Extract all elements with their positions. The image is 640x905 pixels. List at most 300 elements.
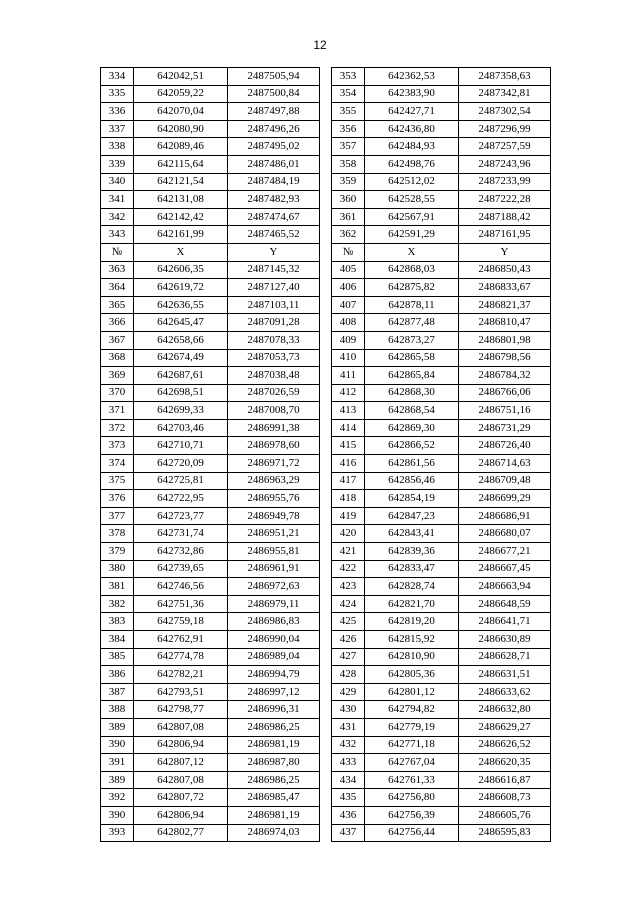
left-y-cell: 2487496,26: [228, 120, 320, 138]
column-gap: [320, 472, 332, 490]
left-point-number-cell: 381: [101, 578, 134, 596]
left-x-cell: 642636,55: [134, 296, 228, 314]
table-row: [101, 683, 551, 701]
right-x-cell: 642805,36: [365, 666, 459, 684]
right-x-cell: 642828,74: [365, 578, 459, 596]
left-x-cell: X: [134, 243, 228, 261]
left-x-cell: 642746,56: [134, 578, 228, 596]
right-point-number-cell: 422: [332, 560, 365, 578]
left-y-cell: Y: [228, 243, 320, 261]
right-point-number-cell: 410: [332, 349, 365, 367]
table-row: [101, 560, 551, 578]
left-y-cell: 2487474,67: [228, 208, 320, 226]
left-y-cell: 2486949,78: [228, 507, 320, 525]
left-point-number-cell: 382: [101, 595, 134, 613]
right-y-cell: 2487233,99: [459, 173, 551, 191]
table-row: [101, 648, 551, 666]
right-y-cell: 2486633,62: [459, 683, 551, 701]
right-y-cell: 2487243,96: [459, 155, 551, 173]
left-x-cell: 642121,54: [134, 173, 228, 191]
table-row: [101, 226, 551, 244]
table-row: [101, 718, 551, 736]
right-point-number-cell: 428: [332, 666, 365, 684]
left-x-cell: 642710,71: [134, 437, 228, 455]
left-point-number-cell: 393: [101, 824, 134, 842]
right-y-cell: 2486801,98: [459, 331, 551, 349]
table-row: [101, 296, 551, 314]
table-row: [101, 771, 551, 789]
right-point-number-cell: 413: [332, 402, 365, 420]
right-x-cell: 642873,27: [365, 331, 459, 349]
right-point-number-cell: 431: [332, 718, 365, 736]
right-x-cell: 642821,70: [365, 595, 459, 613]
right-x-cell: 642839,36: [365, 543, 459, 561]
right-y-cell: 2486833,67: [459, 279, 551, 297]
table-row: [101, 472, 551, 490]
left-x-cell: 642739,65: [134, 560, 228, 578]
left-x-cell: 642658,66: [134, 331, 228, 349]
column-gap: [320, 279, 332, 297]
left-y-cell: 2487078,33: [228, 331, 320, 349]
left-x-cell: 642806,94: [134, 806, 228, 824]
left-point-number-cell: 363: [101, 261, 134, 279]
right-point-number-cell: 426: [332, 631, 365, 649]
right-y-cell: 2486641,71: [459, 613, 551, 631]
right-y-cell: 2486766,06: [459, 384, 551, 402]
left-x-cell: 642645,47: [134, 314, 228, 332]
left-y-cell: 2486986,83: [228, 613, 320, 631]
left-y-cell: 2487038,48: [228, 367, 320, 385]
table-row: [101, 138, 551, 156]
right-y-cell: 2486784,32: [459, 367, 551, 385]
table-row: [101, 490, 551, 508]
right-x-cell: 642856,46: [365, 472, 459, 490]
left-x-cell: 642042,51: [134, 68, 228, 86]
right-x-cell: 642868,03: [365, 261, 459, 279]
left-point-number-cell: 377: [101, 507, 134, 525]
right-x-cell: 642567,91: [365, 208, 459, 226]
right-y-cell: 2486850,43: [459, 261, 551, 279]
right-point-number-cell: 355: [332, 103, 365, 121]
table-row: [101, 349, 551, 367]
table-row: [101, 507, 551, 525]
left-y-cell: 2486955,81: [228, 543, 320, 561]
right-x-cell: 642854,19: [365, 490, 459, 508]
left-x-cell: 642070,04: [134, 103, 228, 121]
table-row: [101, 120, 551, 138]
right-x-cell: 642756,80: [365, 789, 459, 807]
column-gap: [320, 683, 332, 701]
right-point-number-cell: 408: [332, 314, 365, 332]
right-x-cell: 642528,55: [365, 191, 459, 209]
left-x-cell: 642674,49: [134, 349, 228, 367]
left-x-cell: 642161,99: [134, 226, 228, 244]
right-point-number-cell: 356: [332, 120, 365, 138]
table-row: [101, 314, 551, 332]
right-x-cell: 642767,04: [365, 754, 459, 772]
right-point-number-cell: №: [332, 243, 365, 261]
right-point-number-cell: 419: [332, 507, 365, 525]
column-gap: [320, 666, 332, 684]
table-row: [101, 736, 551, 754]
column-gap: [320, 490, 332, 508]
column-gap: [320, 261, 332, 279]
column-gap: [320, 560, 332, 578]
column-gap: [320, 507, 332, 525]
right-point-number-cell: 435: [332, 789, 365, 807]
column-gap: [320, 543, 332, 561]
table-row: [101, 208, 551, 226]
column-gap: [320, 349, 332, 367]
left-y-cell: 2486986,25: [228, 718, 320, 736]
right-y-cell: 2486648,59: [459, 595, 551, 613]
right-x-cell: 642865,84: [365, 367, 459, 385]
left-y-cell: 2487486,01: [228, 155, 320, 173]
left-point-number-cell: 340: [101, 173, 134, 191]
right-point-number-cell: 353: [332, 68, 365, 86]
right-y-cell: 2486595,83: [459, 824, 551, 842]
column-gap: [320, 367, 332, 385]
column-gap: [320, 771, 332, 789]
column-gap: [320, 331, 332, 349]
left-y-cell: 2487103,11: [228, 296, 320, 314]
table-row: [101, 455, 551, 473]
right-y-cell: 2486731,29: [459, 419, 551, 437]
left-y-cell: 2486986,25: [228, 771, 320, 789]
left-x-cell: 642751,36: [134, 595, 228, 613]
left-point-number-cell: 390: [101, 806, 134, 824]
left-x-cell: 642720,09: [134, 455, 228, 473]
right-y-cell: 2486616,87: [459, 771, 551, 789]
table-row: [101, 384, 551, 402]
right-x-cell: 642779,19: [365, 718, 459, 736]
left-y-cell: 2486990,04: [228, 631, 320, 649]
left-point-number-cell: 339: [101, 155, 134, 173]
right-y-cell: 2486663,94: [459, 578, 551, 596]
left-point-number-cell: 369: [101, 367, 134, 385]
right-point-number-cell: 405: [332, 261, 365, 279]
right-x-cell: 642815,92: [365, 631, 459, 649]
left-point-number-cell: 366: [101, 314, 134, 332]
left-x-cell: 642698,51: [134, 384, 228, 402]
right-point-number-cell: 359: [332, 173, 365, 191]
left-y-cell: 2487026,59: [228, 384, 320, 402]
column-gap: [320, 191, 332, 209]
column-gap: [320, 402, 332, 420]
left-point-number-cell: 342: [101, 208, 134, 226]
left-x-cell: 642798,77: [134, 701, 228, 719]
left-x-cell: 642807,72: [134, 789, 228, 807]
left-x-cell: 642802,77: [134, 824, 228, 842]
right-y-cell: 2487188,42: [459, 208, 551, 226]
right-x-cell: 642794,82: [365, 701, 459, 719]
left-point-number-cell: 383: [101, 613, 134, 631]
table-row: [101, 367, 551, 385]
column-gap: [320, 437, 332, 455]
left-y-cell: 2487008,70: [228, 402, 320, 420]
left-point-number-cell: 387: [101, 683, 134, 701]
left-x-cell: 642059,22: [134, 85, 228, 103]
left-x-cell: 642806,94: [134, 736, 228, 754]
right-y-cell: 2487222,28: [459, 191, 551, 209]
column-gap: [320, 701, 332, 719]
right-y-cell: 2487358,63: [459, 68, 551, 86]
right-point-number-cell: 427: [332, 648, 365, 666]
left-point-number-cell: 375: [101, 472, 134, 490]
left-point-number-cell: 373: [101, 437, 134, 455]
left-x-cell: 642699,33: [134, 402, 228, 420]
table-row: [101, 543, 551, 561]
right-y-cell: 2486680,07: [459, 525, 551, 543]
right-x-cell: 642866,52: [365, 437, 459, 455]
right-x-cell: 642810,90: [365, 648, 459, 666]
left-x-cell: 642722,95: [134, 490, 228, 508]
right-y-cell: 2486630,89: [459, 631, 551, 649]
left-x-cell: 642807,08: [134, 771, 228, 789]
right-point-number-cell: 436: [332, 806, 365, 824]
left-x-cell: 642732,86: [134, 543, 228, 561]
left-y-cell: 2486981,19: [228, 806, 320, 824]
left-y-cell: 2486963,29: [228, 472, 320, 490]
left-y-cell: 2486981,19: [228, 736, 320, 754]
column-gap: [320, 718, 332, 736]
left-x-cell: 642687,61: [134, 367, 228, 385]
left-y-cell: 2487127,40: [228, 279, 320, 297]
left-y-cell: 2486997,12: [228, 683, 320, 701]
right-x-cell: 642875,82: [365, 279, 459, 297]
left-point-number-cell: 334: [101, 68, 134, 86]
right-x-cell: X: [365, 243, 459, 261]
left-point-number-cell: 364: [101, 279, 134, 297]
left-point-number-cell: 380: [101, 560, 134, 578]
right-x-cell: 642756,39: [365, 806, 459, 824]
left-y-cell: 2486974,03: [228, 824, 320, 842]
left-point-number-cell: 385: [101, 648, 134, 666]
left-y-cell: 2487505,94: [228, 68, 320, 86]
right-y-cell: 2486608,73: [459, 789, 551, 807]
left-x-cell: 642142,42: [134, 208, 228, 226]
table-row: [101, 173, 551, 191]
table-row: [101, 666, 551, 684]
left-y-cell: 2487497,88: [228, 103, 320, 121]
table-row: [101, 402, 551, 420]
right-point-number-cell: 416: [332, 455, 365, 473]
column-gap: [320, 613, 332, 631]
left-y-cell: 2486994,79: [228, 666, 320, 684]
right-point-number-cell: 412: [332, 384, 365, 402]
table-row: [101, 191, 551, 209]
left-y-cell: 2487482,93: [228, 191, 320, 209]
right-point-number-cell: 406: [332, 279, 365, 297]
table-row: [101, 701, 551, 719]
right-x-cell: 642756,44: [365, 824, 459, 842]
page-number: 12: [313, 38, 327, 52]
column-gap: [320, 789, 332, 807]
right-x-cell: 642833,47: [365, 560, 459, 578]
right-x-cell: 642843,41: [365, 525, 459, 543]
right-x-cell: 642591,29: [365, 226, 459, 244]
column-gap: [320, 226, 332, 244]
right-point-number-cell: 425: [332, 613, 365, 631]
left-point-number-cell: 386: [101, 666, 134, 684]
right-x-cell: 642436,80: [365, 120, 459, 138]
left-y-cell: 2486987,80: [228, 754, 320, 772]
column-gap: [320, 103, 332, 121]
right-point-number-cell: 421: [332, 543, 365, 561]
right-y-cell: 2486709,48: [459, 472, 551, 490]
table-row: [101, 331, 551, 349]
right-point-number-cell: 409: [332, 331, 365, 349]
right-x-cell: 642383,90: [365, 85, 459, 103]
right-x-cell: 642865,58: [365, 349, 459, 367]
column-gap: [320, 419, 332, 437]
right-point-number-cell: 361: [332, 208, 365, 226]
right-point-number-cell: 432: [332, 736, 365, 754]
column-gap: [320, 595, 332, 613]
left-x-cell: 642762,91: [134, 631, 228, 649]
left-point-number-cell: 335: [101, 85, 134, 103]
left-point-number-cell: 368: [101, 349, 134, 367]
right-point-number-cell: 362: [332, 226, 365, 244]
left-point-number-cell: 343: [101, 226, 134, 244]
left-x-cell: 642080,90: [134, 120, 228, 138]
column-gap: [320, 208, 332, 226]
table-row: [101, 155, 551, 173]
left-x-cell: 642723,77: [134, 507, 228, 525]
right-y-cell: 2486810,47: [459, 314, 551, 332]
right-x-cell: 642819,20: [365, 613, 459, 631]
left-y-cell: 2487500,84: [228, 85, 320, 103]
left-y-cell: 2487484,19: [228, 173, 320, 191]
right-y-cell: 2486714,63: [459, 455, 551, 473]
column-gap: [320, 384, 332, 402]
right-point-number-cell: 407: [332, 296, 365, 314]
left-x-cell: 642089,46: [134, 138, 228, 156]
left-x-cell: 642619,72: [134, 279, 228, 297]
column-gap: [320, 648, 332, 666]
right-x-cell: 642868,54: [365, 402, 459, 420]
right-y-cell: 2487296,99: [459, 120, 551, 138]
table-row: [101, 789, 551, 807]
right-point-number-cell: 357: [332, 138, 365, 156]
right-x-cell: 642869,30: [365, 419, 459, 437]
right-x-cell: 642484,93: [365, 138, 459, 156]
right-y-cell: 2486821,37: [459, 296, 551, 314]
left-point-number-cell: 392: [101, 789, 134, 807]
left-point-number-cell: 341: [101, 191, 134, 209]
left-y-cell: 2487465,52: [228, 226, 320, 244]
right-y-cell: 2486628,71: [459, 648, 551, 666]
right-y-cell: 2486667,45: [459, 560, 551, 578]
left-point-number-cell: 337: [101, 120, 134, 138]
right-y-cell: 2486677,21: [459, 543, 551, 561]
right-x-cell: 642761,33: [365, 771, 459, 789]
left-point-number-cell: 390: [101, 736, 134, 754]
left-y-cell: 2486951,21: [228, 525, 320, 543]
column-gap: [320, 314, 332, 332]
table-row: [101, 525, 551, 543]
right-point-number-cell: 429: [332, 683, 365, 701]
right-y-cell: Y: [459, 243, 551, 261]
right-y-cell: 2486629,27: [459, 718, 551, 736]
right-x-cell: 642771,18: [365, 736, 459, 754]
table-row: [101, 437, 551, 455]
column-gap: [320, 120, 332, 138]
column-gap: [320, 824, 332, 842]
right-y-cell: 2486751,16: [459, 402, 551, 420]
column-gap: [320, 578, 332, 596]
left-y-cell: 2486955,76: [228, 490, 320, 508]
right-point-number-cell: 433: [332, 754, 365, 772]
table-row: [101, 261, 551, 279]
left-point-number-cell: 367: [101, 331, 134, 349]
left-point-number-cell: 389: [101, 718, 134, 736]
table-row: [101, 806, 551, 824]
column-gap: [320, 736, 332, 754]
right-point-number-cell: 424: [332, 595, 365, 613]
right-x-cell: 642427,71: [365, 103, 459, 121]
table-row: [101, 68, 551, 86]
left-y-cell: 2486978,60: [228, 437, 320, 455]
right-point-number-cell: 354: [332, 85, 365, 103]
right-y-cell: 2486699,29: [459, 490, 551, 508]
right-y-cell: 2486605,76: [459, 806, 551, 824]
right-point-number-cell: 430: [332, 701, 365, 719]
left-point-number-cell: 374: [101, 455, 134, 473]
left-x-cell: 642774,78: [134, 648, 228, 666]
left-x-cell: 642725,81: [134, 472, 228, 490]
right-point-number-cell: 434: [332, 771, 365, 789]
left-x-cell: 642793,51: [134, 683, 228, 701]
right-point-number-cell: 417: [332, 472, 365, 490]
right-y-cell: 2487302,54: [459, 103, 551, 121]
left-point-number-cell: 389: [101, 771, 134, 789]
left-point-number-cell: №: [101, 243, 134, 261]
right-y-cell: 2487161,95: [459, 226, 551, 244]
left-point-number-cell: 379: [101, 543, 134, 561]
right-y-cell: 2487257,59: [459, 138, 551, 156]
column-gap: [320, 525, 332, 543]
right-point-number-cell: 411: [332, 367, 365, 385]
left-point-number-cell: 338: [101, 138, 134, 156]
right-y-cell: 2486686,91: [459, 507, 551, 525]
left-point-number-cell: 391: [101, 754, 134, 772]
left-point-number-cell: 388: [101, 701, 134, 719]
left-y-cell: 2486991,38: [228, 419, 320, 437]
column-gap: [320, 806, 332, 824]
right-point-number-cell: 360: [332, 191, 365, 209]
left-x-cell: 642759,18: [134, 613, 228, 631]
left-y-cell: 2486972,63: [228, 578, 320, 596]
column-gap: [320, 155, 332, 173]
right-point-number-cell: 358: [332, 155, 365, 173]
right-point-number-cell: 437: [332, 824, 365, 842]
right-x-cell: 642498,76: [365, 155, 459, 173]
coordinates-table: [100, 67, 551, 842]
right-x-cell: 642801,12: [365, 683, 459, 701]
right-point-number-cell: 420: [332, 525, 365, 543]
right-x-cell: 642362,53: [365, 68, 459, 86]
right-x-cell: 642878,11: [365, 296, 459, 314]
column-gap: [320, 173, 332, 191]
table-row: [101, 613, 551, 631]
column-gap: [320, 68, 332, 86]
table-row: [101, 243, 551, 261]
table-row: [101, 419, 551, 437]
left-x-cell: 642703,46: [134, 419, 228, 437]
left-y-cell: 2486979,11: [228, 595, 320, 613]
table-row: [101, 85, 551, 103]
